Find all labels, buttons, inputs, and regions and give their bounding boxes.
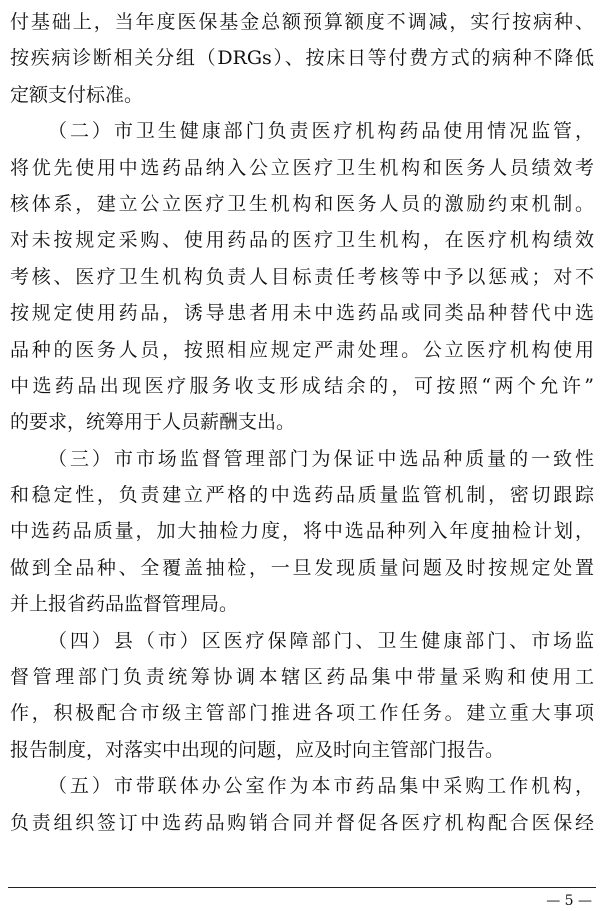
footer-divider <box>8 887 596 888</box>
text-line: 做到全品种、全覆盖抽检，一旦发现质量问题及时按规定处置 <box>10 556 594 579</box>
text-line: （五）市带联体办公室作为本市药品集中采购工作机构， <box>48 775 594 798</box>
text-line: （四）县（市）区医疗保障部门、卫生健康部门、市场监 <box>48 629 594 652</box>
text-line: 付基础上，当年度医保基金总额预算额度不调减，实行按病种、 <box>10 11 594 33</box>
text-line: 并上报省药品监督管理局。 <box>10 593 239 616</box>
paragraph-4 <box>10 623 594 769</box>
page-number: — 5 — <box>546 893 592 909</box>
text-line: 核体系，建立公立医疗卫生机构和医务人员的激励约束机制。 <box>10 192 594 215</box>
text-line: 中选药品出现医疗服务收支形成结余的，可按照“两个允许” <box>10 374 594 397</box>
text-line: 按疾病诊断相关分组（DRGs）、按床日等付费方式的病种不降低 <box>10 47 594 70</box>
text-line: 定额支付标准。 <box>10 83 144 106</box>
paragraph-3 <box>10 441 594 623</box>
text-line: 对未按规定采购、使用药品的医疗卫生机构，在医疗机构绩效 <box>10 229 594 252</box>
text-line: （三）市市场监督管理部门为保证中选品种质量的一致性 <box>48 447 594 470</box>
document-body <box>10 4 594 841</box>
paragraph-5 <box>10 768 594 841</box>
text-line: 的要求，统筹用于人员薪酬支出。 <box>10 411 296 434</box>
text-line: 报告制度，对落实中出现的问题，应及时向主管部门报告。 <box>10 738 505 761</box>
text-line: （二）市卫生健康部门负责医疗机构药品使用情况监管， <box>48 120 594 143</box>
text-line: 负责组织签订中选药品购销合同并督促各医疗机构配合医保经 <box>10 811 594 834</box>
paragraph-1 <box>10 4 594 113</box>
text-line: 品种的医务人员，按照相应规定严肃处理。公立医疗机构使用 <box>10 338 594 361</box>
text-line: 和稳定性，负责建立严格的中选药品质量监管机制，密切跟踪 <box>10 484 594 507</box>
text-line: 按规定使用药品，诱导患者用未中选药品或同类品种替代中选 <box>10 302 594 325</box>
text-line: 中选药品质量，加大抽检力度，将中选品种列入年度抽检计划， <box>10 520 594 543</box>
text-line: 将优先使用中选药品纳入公立医疗卫生机构和医务人员绩效考 <box>10 156 594 179</box>
text-line: 考核、医疗卫生机构负责人目标责任考核等中予以惩戒；对不 <box>10 265 594 288</box>
paragraph-2 <box>10 113 594 441</box>
text-line: 督管理部门负责统筹协调本辖区药品集中带量采购和使用工 <box>10 666 594 689</box>
text-line: 作，积极配合市级主管部门推进各项工作任务。建立重大事项 <box>10 702 594 725</box>
